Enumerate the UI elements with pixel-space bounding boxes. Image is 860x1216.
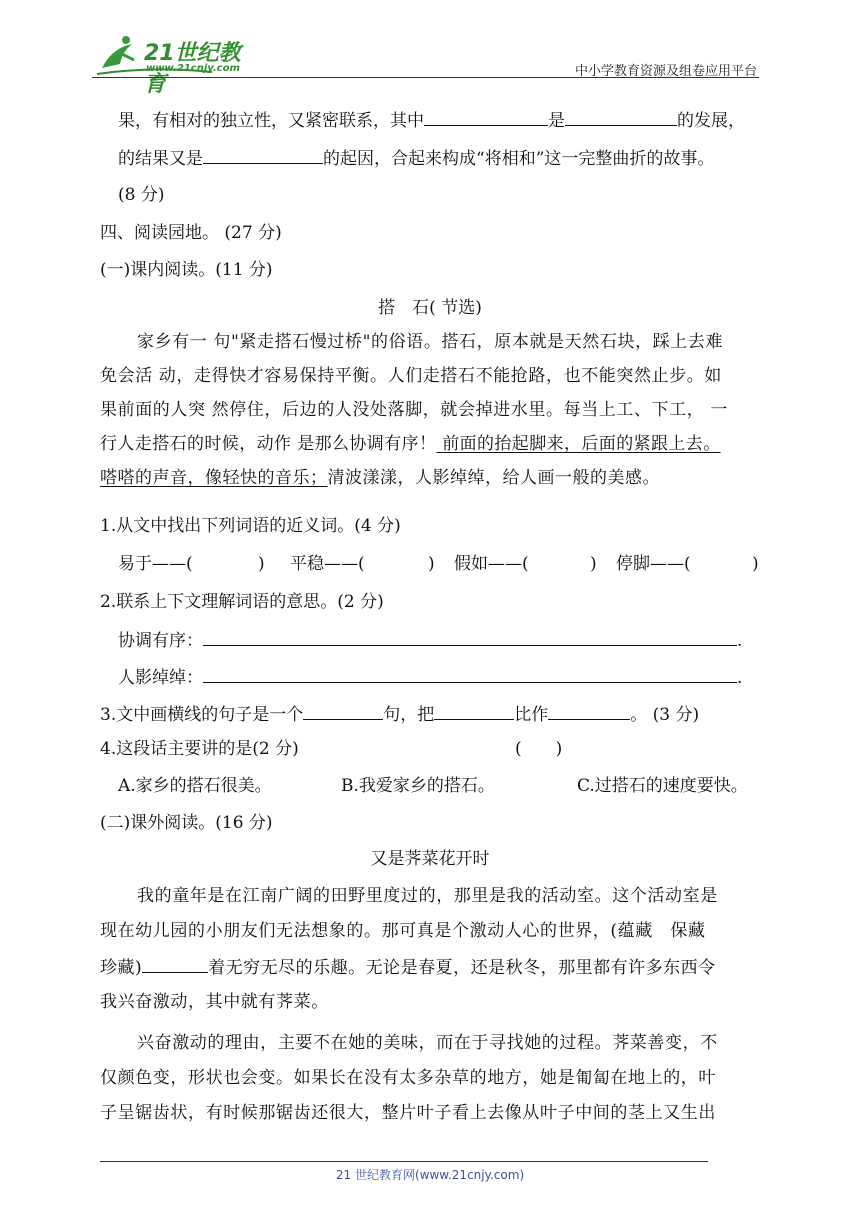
underlined-sentence: 嗒嗒的声音，像轻快的音乐；	[100, 468, 328, 488]
part-heading: (一)课内阅读。(11 分)	[100, 260, 273, 280]
text-segment: 珍藏)	[100, 958, 143, 978]
text-segment: 着无穷无尽的乐趣。无论是春夏，还是秋冬，那里都有许多东西令	[208, 958, 716, 978]
synonym-prompt: 易于——(	[118, 554, 193, 574]
header-divider	[92, 77, 759, 78]
passage-line: 家乡有一 句"紧走搭石慢过桥"的俗语。搭石，原本就是天然石块，踩上去难	[137, 332, 724, 352]
site-logo	[92, 30, 262, 97]
passage-line: 我的童年是在江南广阔的田野里度过的，那里是我的活动室。这个活动室是	[137, 886, 718, 906]
text-segment: 的发展，	[677, 111, 745, 131]
text-segment: 果，有相对的独立性，又紧密联系，其中	[118, 111, 424, 131]
option-b[interactable]: B.我爱家乡的搭石。	[341, 776, 495, 796]
synonym-prompt: 平稳——(	[290, 554, 365, 574]
question-1: 1.从文中找出下列词语的近义词。(4 分)	[100, 516, 401, 536]
site-name: 中小学教育资源及组卷应用平台	[574, 64, 757, 79]
passage-line: 现在幼儿园的小朋友们无法想象的。那可真是个激动人心的世界，(蕴藏 保藏	[100, 921, 706, 941]
text-line	[118, 145, 714, 171]
logo-url: www.21cnjy.com	[146, 63, 240, 74]
text-segment: 的结果又是	[118, 149, 203, 169]
passage-line: 仅颜色变，形状也会变。如果长在没有太多杂草的地方，她是匍匐在地上的，叶	[100, 1068, 716, 1088]
text-line	[118, 107, 745, 133]
passage-line: 我兴奋激动，其中就有荠菜。	[100, 992, 329, 1012]
question-4: 4.这段话主要讲的是(2 分)	[100, 739, 299, 759]
underlined-sentence: 前面的抬起脚来，后面的紧跟上去。	[436, 434, 721, 454]
paren-close: )	[428, 554, 435, 574]
answer-paren[interactable]: ( )	[515, 739, 563, 759]
text-segment: 的起因，合起来构成“将相和”这一完整曲折的故事。	[323, 149, 715, 169]
term-label: 协调有序：	[118, 631, 203, 651]
text-segment: 3.文中画横线的句子是一个	[100, 705, 304, 725]
answer-blank[interactable]	[203, 664, 737, 683]
passage-line	[100, 432, 721, 456]
text-segment: 行人走搭石的时候，动作 是那么协调有序！	[100, 434, 437, 454]
answer-blank[interactable]	[565, 107, 677, 126]
paren-close: )	[258, 554, 265, 574]
text-segment: 句，把	[383, 705, 435, 725]
period: .	[737, 631, 743, 651]
synonym-prompt: 停脚——(	[616, 554, 691, 574]
question-2: 2.联系上下文理解词语的意思。(2 分)	[100, 592, 384, 612]
section-heading: 四、阅读园地。 (27 分)	[100, 223, 282, 243]
option-a[interactable]: A.家乡的搭石很美。	[118, 776, 272, 796]
answer-blank[interactable]	[303, 701, 383, 720]
synonym-prompt: 假如——(	[454, 554, 529, 574]
question-3	[100, 701, 699, 727]
answer-blank[interactable]	[142, 954, 208, 973]
passage-title: 又是荠菜花开时	[370, 849, 490, 869]
passage-line: 子呈锯齿状，有时候那锯齿还很大，整片叶子看上去像从叶子中间的茎上又生出	[100, 1103, 716, 1123]
footer-link[interactable]: 21 世纪教育网(www.21cnjy.com)	[335, 1168, 525, 1182]
footer-divider	[100, 1161, 708, 1162]
passage-line: 果前面的人突 然停住，后边的人没处落脚，就会掉进水里。每当上工、下工， 一	[100, 400, 729, 420]
question-2a	[118, 627, 742, 653]
term-label: 人影绰绰：	[118, 668, 203, 688]
answer-blank[interactable]	[424, 107, 548, 126]
answer-blank[interactable]	[203, 145, 323, 164]
text-segment: 。 (3 分)	[630, 705, 700, 725]
text-segment: 清波漾漾，人影绰绰，给人画一般的美感。	[327, 468, 660, 488]
passage-line: 免会活 动，走得快才容易保持平衡。人们走搭石不能抢路，也不能突然止步。如	[100, 366, 723, 386]
text-segment: 比作	[514, 705, 549, 725]
option-c[interactable]: C.过搭石的速度要快。	[577, 776, 748, 796]
score-label: (8 分)	[118, 185, 165, 205]
passage-line: 兴奋激动的理由，主要不在她的美味，而在于寻找她的过程。荠菜善变，不	[137, 1033, 718, 1053]
logo-text: 21世纪教育	[144, 41, 241, 97]
answer-blank[interactable]	[203, 627, 737, 646]
passage-line	[100, 466, 660, 490]
passage-title: 搭 石( 节选)	[378, 298, 482, 318]
passage-line	[100, 954, 716, 980]
question-2b	[118, 664, 742, 690]
answer-blank[interactable]	[434, 701, 514, 720]
paren-close: )	[752, 554, 759, 574]
text-segment: 是	[548, 111, 565, 131]
paren-close: )	[590, 554, 597, 574]
part-heading: (二)课外阅读。(16 分)	[100, 813, 273, 833]
period: .	[737, 668, 743, 688]
answer-blank[interactable]	[548, 701, 630, 720]
